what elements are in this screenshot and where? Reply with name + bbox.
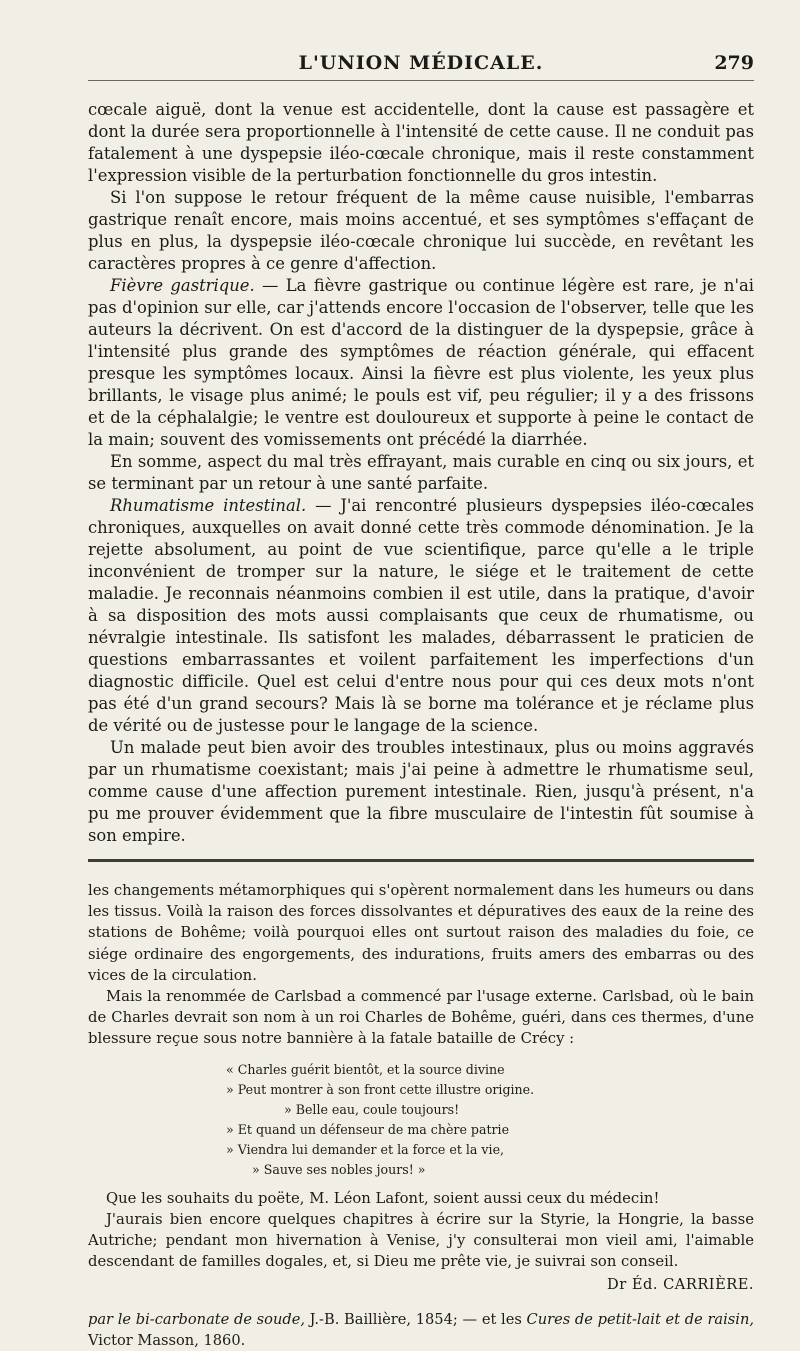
running-title: L'UNION MÉDICALE.	[298, 52, 544, 74]
paragraph-fievre-gastrique	[88, 275, 754, 451]
verse-line: » Viendra lui demander et la force et la vie,	[226, 1141, 505, 1157]
section-title: Rhumatisme intestinal.	[110, 496, 307, 515]
page-header	[88, 50, 754, 81]
biblio-title: Cures de petit-lait et de raisin,	[526, 1311, 754, 1329]
footnote-divider	[88, 859, 754, 862]
author-signature: Dr Éd. CARRIÈRE.	[607, 1276, 754, 1294]
paragraph: Si l'on suppose le retour fréquent de la même cause nuisible, l'embarras gastrique renaît encore, mais moins accentué, et ses symptômes s'effaçant de plus en plus, la dyspepsie iléo-cœcale chronique lui succède, en revêtant les caractères propres à ce genre d'affection.	[88, 188, 754, 273]
section-title: Fièvre gastrique.	[110, 276, 255, 295]
verse-line: » Belle eau, coule toujours!	[284, 1101, 460, 1117]
footnote-paragraph: Mais la renommée de Carlsbad a commencé par l'usage externe. Carlsbad, où le bain de Charles devrait son nom à un roi Charles de Bohême, guéri, dans ces thermes, d'une blessure reçue sous notre bannière à la fatale bataille de Crécy :	[88, 988, 754, 1048]
footnote-section	[88, 880, 754, 1351]
footnote-paragraph: Que les souhaits du poëte, M. Léon Lafont, soient aussi ceux du médecin!	[106, 1189, 660, 1207]
biblio-publisher: J.-B. Baillière, 1854; — et les	[304, 1311, 527, 1329]
verse-quote	[88, 1060, 754, 1180]
paragraph-text: — J'ai rencontré plusieurs dyspepsies iléo-cœcales chroniques, auxquelles on avait donné cette très commode dénomination. Je la rejette absolument, au point de vue scientifique, parce qu'elle a le triple inconvénient de tromper sur la nature, le siége et le traitement de cette maladie. Je reconnais néanmoins combien il est utile, dans la pratique, d'avoir à sa disposition des mots aussi complaisants que ceux de rhumatisme, ou névralgie intestinale. Ils satisfont les malades, débarrassent le praticien de questions embarrassantes et voilent parfaitement les imperfections d'un diagnostic difficile. Quel est celui d'entre nous pour qui ces deux mots n'ont pas été d'un grand secours? Mais là se borne ma tolérance et je réclame plus de vérité ou de justesse pour le langage de la science.	[88, 496, 754, 735]
page-number: 279	[714, 52, 754, 74]
verse-line: » Peut montrer à son front cette illustre origine.	[226, 1081, 535, 1097]
paragraph: cœcale aiguë, dont la venue est accidentelle, dont la cause est passagère et dont la durée sera proportionnelle à l'intensité de cette cause. Il ne conduit pas fatalement à une dyspepsie iléo-cœcale chronique, mais il reste constamment l'expression visible de la perturbation fonctionnelle du gros intestin.	[88, 100, 754, 185]
footnote-paragraph: J'aurais bien encore quelques chapitres à écrire sur la Styrie, la Hongrie, la basse Autriche; pendant mon hivernation à Venise, j'y consulterai mon vieil ami, l'aimable descendant de familles dogales, et, si Dieu me prête vie, je suivrai son conseil.	[88, 1210, 754, 1271]
paragraph: En somme, aspect du mal très effrayant, mais curable en cinq ou six jours, et se terminant par un retour à une santé parfaite.	[88, 452, 754, 493]
biblio-title: par le bi-carbonate de soude,	[88, 1311, 305, 1329]
main-text	[88, 99, 754, 847]
paragraph: Un malade peut bien avoir des troubles intestinaux, plus ou moins aggravés par un rhumatisme coexistant; mais j'ai peine à admettre le rhumatisme seul, comme cause d'une affection purement intestinale. Rien, jusqu'à présent, n'a pu me prouver évidemment que la fibre musculaire de l'intestin fût soumise à son empire.	[88, 738, 754, 845]
bibliography-note	[88, 1309, 754, 1351]
paragraph-rhumatisme-intestinal	[88, 495, 754, 737]
paragraph-text: — La fièvre gastrique ou continue légère est rare, je n'ai pas d'opinion sur elle, car j'attends encore l'occasion de l'observer, telle que les auteurs la décrivent. On est d'accord de la distinguer de la dyspepsie, grâce à l'intensité plus grande des symptômes de réaction générale, qui effacent presque les symptômes locaux. Ainsi la fièvre est plus violente, les yeux plus brillants, le visage plus animé; le pouls est vif, peu régulier; il y a des frissons et de la céphalalgie; le ventre est douloureux et supporte à peine le contact de la main; souvent des vomissements ont précédé la diarrhée.	[88, 276, 755, 449]
biblio-publisher: Victor Masson, 1860.	[88, 1332, 246, 1350]
footnote-paragraph: les changements métamorphiques qui s'opèrent normalement dans les humeurs ou dans les tissus. Voilà la raison des forces dissolvantes et dépuratives des eaux de la reine des stations de Bohême; voilà pourquoi elles ont surtout raison des maladies du foie, ce siége ordinaire des engorgements, des indurations, fruits amers des embarras ou des vices de la circulation.	[88, 882, 754, 984]
verse-line: » Sauve ses nobles jours! »	[252, 1161, 426, 1177]
verse-line: « Charles guérit bientôt, et la source divine	[226, 1061, 505, 1077]
verse-line: » Et quand un défenseur de ma chère patrie	[226, 1121, 510, 1137]
